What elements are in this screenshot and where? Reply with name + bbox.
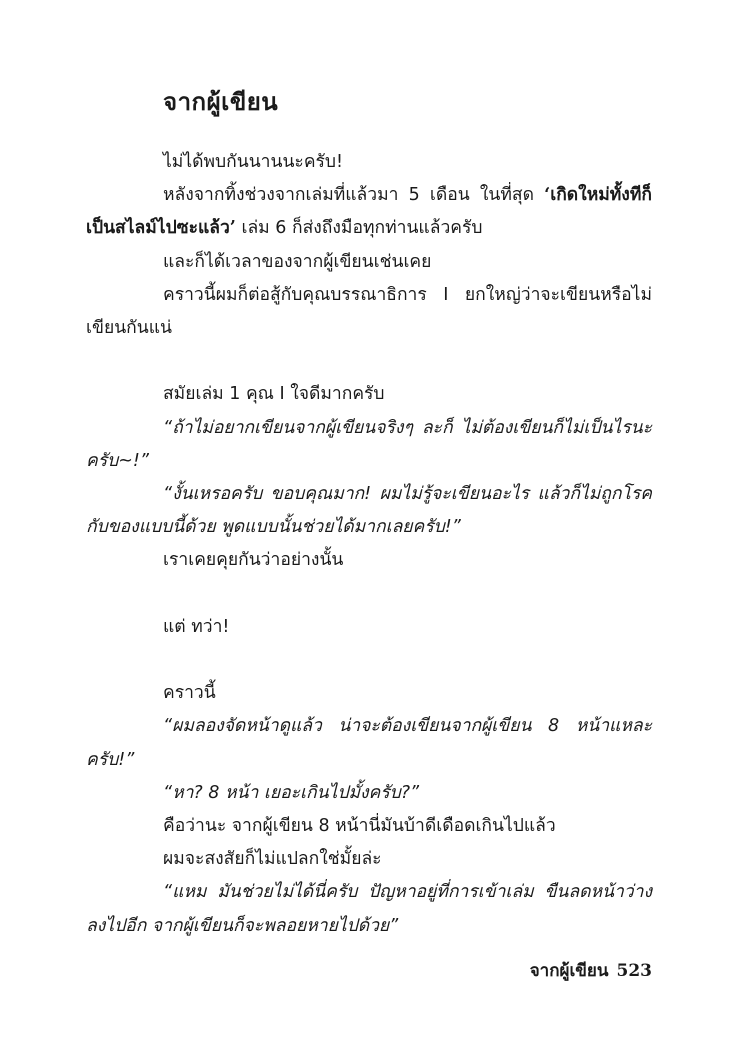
- paragraph: คราวนี้ผมก็ต่อสู้กับคุณบรรณาธิการ I ยกใหญ่ว่าจะเขียนหรือไม่เขียนกันแน่: [86, 284, 652, 339]
- text-run: หลังจากทิ้งช่วงจากเล่มที่แล้วมา 5 เดือน ในที่สุด: [163, 185, 545, 206]
- body-text: [86, 146, 652, 943]
- section-heading: จากผู้เขียน: [163, 87, 279, 116]
- text-run: เล่ม 6 ก็ส่งถึงมือทุกท่านแล้วครับ: [235, 218, 483, 239]
- paragraph: เราเคยคุยกันว่าอย่างนั้น: [163, 550, 344, 571]
- footer-section-title: จากผู้เขียน: [529, 961, 609, 981]
- paragraph: แต่ ทว่า!: [163, 616, 230, 637]
- dialogue: “ผมลองจัดหน้าดูแล้ว น่าจะต้องเขียนจากผู้เขียน 8 หน้าแหละครับ!”: [86, 716, 652, 770]
- dialogue: “แหม มันช่วยไม่ได้นี่ครับ ปัญหาอยู่ที่การเข้าเล่ม ขืนลดหน้าว่างลงไปอีก จากผู้เขียนก็จะพลอยหายไปด้วย”: [86, 882, 652, 936]
- blank-line: [86, 644, 652, 677]
- dialogue: “หา? 8 หน้า เยอะเกินไปมั้งครับ?”: [163, 782, 420, 803]
- book-title: ‘เกิดใหม่ทั้งทีก็เป็นสไลม์ไปซะแล้ว’: [86, 185, 652, 239]
- paragraph: [86, 179, 652, 245]
- running-footer: [522, 957, 652, 984]
- paragraph: สมัยเล่ม 1 คุณ I ใจดีมากครับ: [163, 384, 385, 405]
- paragraph: คราวนี้: [163, 683, 216, 704]
- paragraph: ผมจะสงสัยก็ไม่แปลกใช่มั้ยล่ะ: [163, 849, 382, 870]
- blank-line: [86, 345, 652, 378]
- dialogue: “ถ้าไม่อยากเขียนจากผู้เขียนจริงๆ ละก็ ไม่ต้องเขียนก็ไม่เป็นไรนะครับ~!”: [86, 417, 652, 471]
- paragraph: ไม่ได้พบกันนานนะครับ!: [163, 152, 344, 172]
- dialogue: “งั้นเหรอครับ ขอบคุณมาก! ผมไม่รู้จะเขียนอะไร แล้วก็ไม่ถูกโรคกับของแบบนี้ด้วย พูดแบบนั้นช่วยได้มากเลยครับ!”: [86, 484, 652, 538]
- paragraph: คือว่านะ จากผู้เขียน 8 หน้านี่มันบ้าดีเดือดเกินไปแล้ว: [163, 816, 556, 837]
- page-number: 523: [616, 961, 652, 981]
- paragraph: และก็ได้เวลาของจากผู้เขียนเช่นเคย: [163, 251, 432, 272]
- blank-line: [86, 578, 652, 611]
